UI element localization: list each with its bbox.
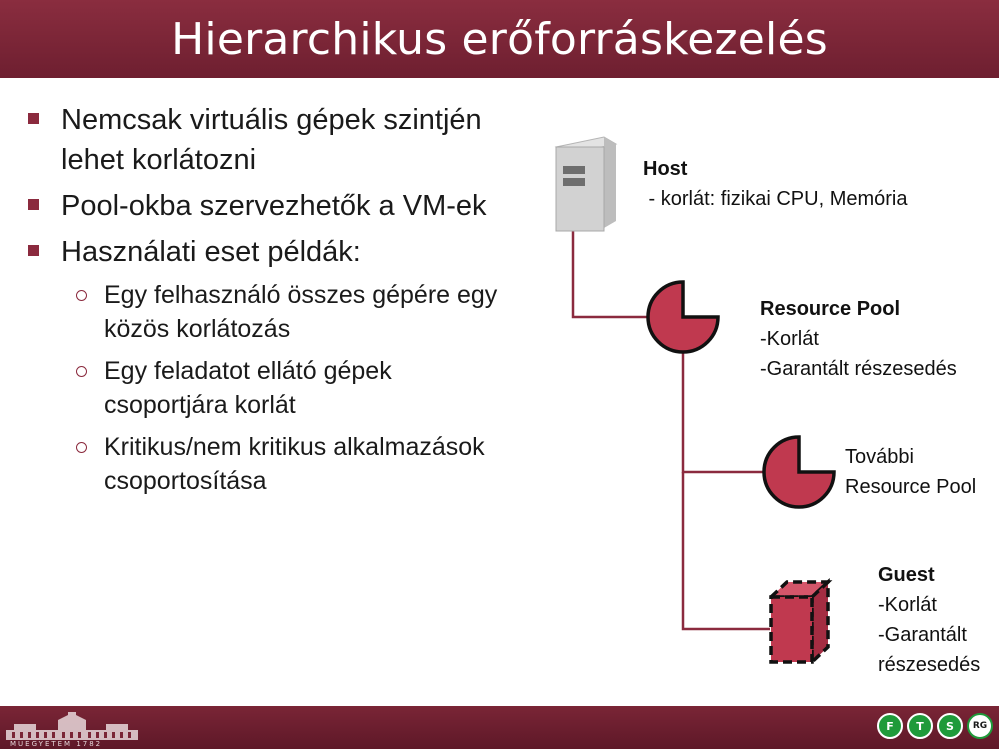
slide-content [0,78,999,706]
sub-resource-pool-pie-icon [764,437,834,507]
department-logos [877,713,993,739]
bullet-text: Pool-okba szervezhetők a VM-ek [61,190,487,222]
title-bar [0,0,999,78]
sub-pool-line2: Resource Pool [845,476,977,498]
resource-pool-pie-icon [648,282,718,352]
guest-label [878,560,980,680]
resource-pool-title: Resource Pool [760,298,901,320]
resource-pool-share: -Garantált részesedés [760,358,957,380]
sub-bullet-text: Kritikus/nem kritikus alkalmazások csoportosítása [104,433,485,495]
logo-t-icon: T [907,713,933,739]
guest-vm-cube-icon [771,582,828,662]
connector-host-pool [573,230,648,317]
sub-bullet-text: Egy felhasználó összes gépére egy közös korlátozás [104,281,498,343]
sub-pool-line1: További [845,446,914,468]
logo-rg-icon: RG [967,713,993,739]
guest-share-1: -Garantált [878,624,967,646]
connector-pool-subpool [683,350,763,472]
host-label [643,154,908,214]
logo-s-icon: S [937,713,963,739]
bullet-text: Használati eset példák: [61,236,361,268]
logo-f-icon: F [877,713,903,739]
host-title: Host [643,158,688,180]
university-text: MŰEGYETEM 1782 [10,740,103,748]
guest-limit: -Korlát [878,594,937,616]
host-detail: - korlát: fizikai CPU, Memória [643,188,908,210]
slide-title: Hierarchikus erőforráskezelés [171,13,828,65]
bullet-text: Nemcsak virtuális gépek szintjén lehet korlátozni [61,104,482,176]
sub-bullet-text: Egy feladatot ellátó gépek csoportjára korlát [104,357,392,419]
server-icon [556,137,616,231]
guest-share-2: részesedés [878,654,981,676]
footer-bar [0,706,999,749]
sub-pool-label [845,442,976,502]
guest-title: Guest [878,564,935,586]
resource-pool-label [760,294,957,384]
resource-pool-limit: -Korlát [760,328,819,350]
connector-pool-guest [683,472,770,629]
